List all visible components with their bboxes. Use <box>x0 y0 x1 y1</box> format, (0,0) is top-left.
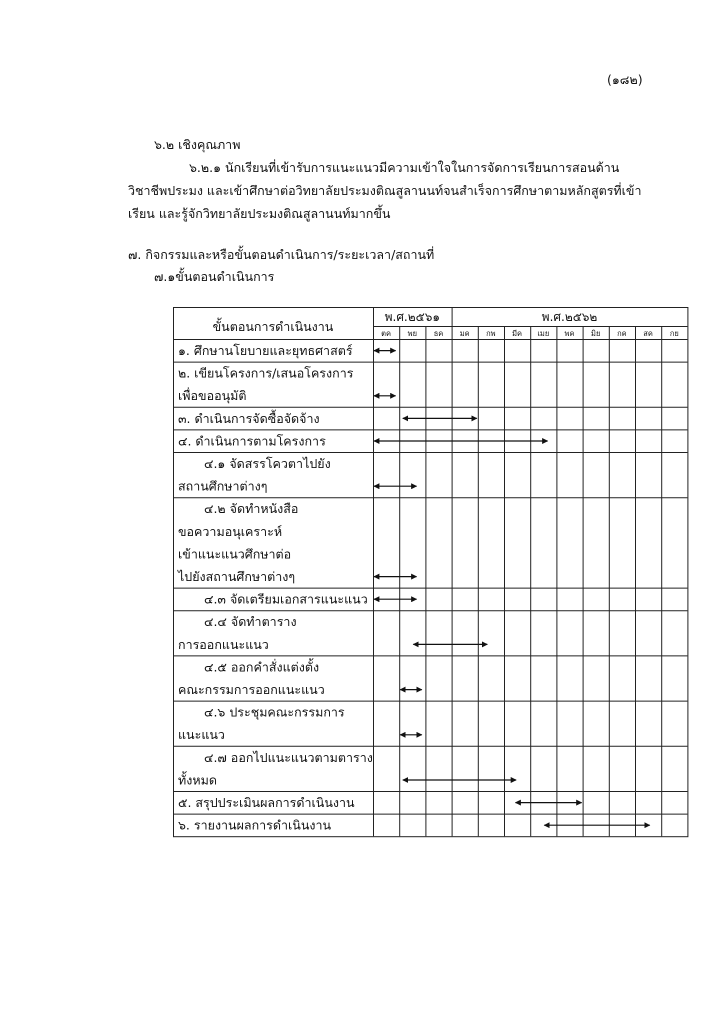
paragraph-line-1: ๖.๒.๑ นักเรียนที่เข้ารับการแนะแนวมีความเข้าใจในการจัดการเรียนการสอนด้าน <box>189 160 620 175</box>
month-label: ธค <box>433 329 444 338</box>
gantt-table <box>173 307 693 838</box>
month-label: มิย <box>591 329 601 338</box>
step-label: ๕. สรุปประเมินผลการดำเนินงาน <box>178 795 355 810</box>
step-column-header: ขั้นตอนการดำเนินงาน <box>212 319 334 334</box>
step-label: ๔.๔ จัดทำตาราง <box>204 614 297 630</box>
month-label: พย <box>407 329 417 338</box>
activity-subheading: ๗.๑ขั้นตอนดำเนินการ <box>154 269 275 284</box>
step-label: ไปยังสถานศึกษาต่างๆ <box>178 569 296 584</box>
step-label: ๔.๓ จัดเตรียมเอกสารแนะแนว <box>204 591 368 607</box>
paragraph-line-3: เรียน และรู้จักวิทยาลัยประมงติณสูลานนท์มากขึ้น <box>128 206 391 221</box>
month-label: สค <box>643 329 653 338</box>
step-label: คณะกรรมการออกแนะแนว <box>178 682 325 697</box>
paragraph-line-2: วิชาชีพประมง และเข้าศึกษาต่อวิทยาลัยประมงติณสูลานนท์จนสำเร็จการศึกษาตามหลักสูตรที่เข้า <box>128 183 642 198</box>
year-header: พ.ศ.๒๕๖๑ <box>384 310 440 324</box>
step-label: ๒. เขียนโครงการ/เสนอโครงการ <box>178 365 354 381</box>
activity-heading: ๗. กิจกรรมและหรือขั้นตอนดำเนินการ/ระยะเวลา/สถานที่ <box>128 247 435 262</box>
step-label: ทั้งหมด <box>178 772 217 788</box>
step-label: ๓. ดำเนินการจัดซื้อจัดจ้าง <box>178 410 320 426</box>
month-label: พค <box>564 329 575 338</box>
page-number: (๑๘๒) <box>607 72 643 87</box>
step-label: ขอความอนุเคราะห์ <box>178 523 283 539</box>
month-label: ตค <box>381 329 392 338</box>
step-label: ๔.๖ ประชุมคณะกรรมการ <box>204 704 345 720</box>
step-label: ๔.๒ จัดทำหนังสือ <box>204 501 299 517</box>
step-label: การออกแนะแนว <box>178 636 269 652</box>
month-label: กย <box>669 329 679 338</box>
month-label: มค <box>459 329 470 338</box>
step-label: ๔. ดำเนินการตามโครงการ <box>178 433 326 449</box>
month-label: กค <box>617 329 627 338</box>
step-label: ๑. ศึกษานโยบายและยุทธศาสตร์ <box>178 343 353 358</box>
month-label: เมย <box>537 329 550 338</box>
section-heading: ๖.๒ เชิงคุณภาพ <box>154 137 241 152</box>
step-label: เพื่อขออนุมัติ <box>178 388 247 404</box>
step-label: ๔.๑ จัดสรรโควตาไปยัง <box>204 456 331 471</box>
step-label: ๔.๗ ออกไปแนะแนวตามตาราง <box>204 749 373 765</box>
step-label: ๔.๕ ออกคำสั่งแต่งตั้ง <box>204 659 320 675</box>
step-label: สถานศึกษาต่างๆ <box>178 478 268 494</box>
step-label: เข้าแนะแนวศึกษาต่อ <box>178 546 292 562</box>
step-label: แนะแนว <box>178 727 225 743</box>
year-header: พ.ศ.๒๕๖๒ <box>541 310 598 324</box>
step-label: ๖. รายงานผลการดำเนินงาน <box>178 817 332 833</box>
month-label: มีค <box>512 329 523 338</box>
month-label: กพ <box>486 329 496 338</box>
